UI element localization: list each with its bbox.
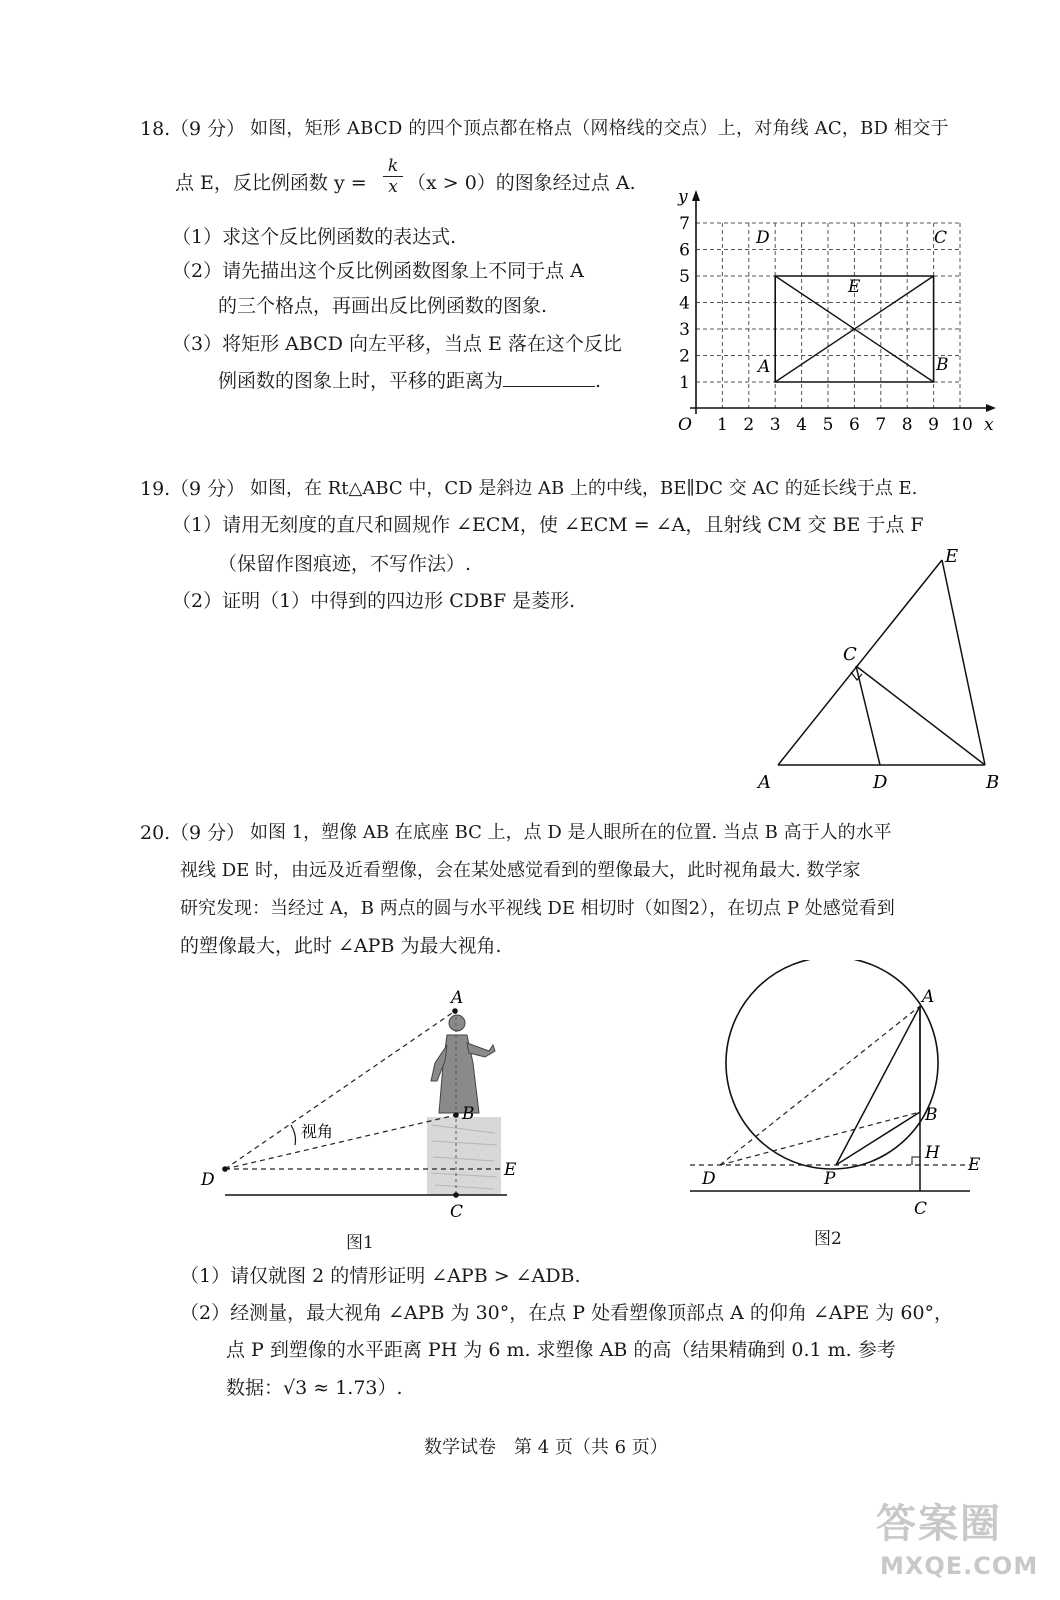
tangent-circle	[726, 960, 938, 1169]
q18-answer-blank	[503, 372, 595, 387]
q18-x-tick: 8	[901, 415, 913, 435]
q20-fig1-label-c: C	[450, 1202, 464, 1222]
q18-y-tick: 2	[679, 346, 690, 367]
q18-grid-figure	[660, 180, 1005, 440]
q20-number: 20.	[140, 822, 171, 844]
q18-frac-numerator: k	[387, 156, 399, 176]
q20-part2-a: （2）经测量，最大视角 ∠APB 为 30°，在点 P 处看塑像顶部点 A 的仰角 ∠APE 为 60°，	[180, 1302, 954, 1324]
q18-label-b: B	[936, 355, 949, 375]
q20-figure2	[680, 960, 1000, 1220]
q20-part2-b: 点 P 到塑像的水平距离 PH 为 6 m. 求塑像 AB 的高（结果精确到 0.1 m. 参考	[226, 1339, 896, 1361]
q20-fig2-caption: 图2	[814, 1229, 842, 1249]
q20-fig2-label-c: C	[914, 1199, 928, 1219]
q20-fig2-label-a: A	[922, 987, 935, 1007]
q18-y-ticks	[679, 214, 690, 393]
q18-grid-lines	[696, 223, 960, 408]
q19-label-e: E	[945, 546, 959, 567]
q18-x-tick: 2	[743, 415, 755, 435]
q19-part1-a: （1）请用无刻度的直尺和圆规作 ∠ECM，使 ∠ECM = ∠A，且射线 CM 交 BE 于点 F	[172, 514, 924, 536]
q20-fig1-label-b: B	[462, 1104, 475, 1124]
q20-fig2-label-e: E	[968, 1155, 981, 1175]
q19-stem: 如图，在 Rt△ABC 中，CD 是斜边 AB 上的中线，BE∥DC 交 AC 的延长线于点 E.	[250, 478, 918, 499]
q19-number: 19.	[140, 478, 171, 500]
q18-x-tick: 6	[848, 415, 860, 435]
q18-x-tick: 1	[716, 415, 728, 435]
q20-fig1-caption: 图1	[346, 1233, 374, 1253]
q19-score: （9 分）	[170, 478, 246, 500]
q19-segment-cb	[856, 666, 985, 765]
segment-pa	[836, 1006, 920, 1165]
q20-fig2-label-b: B	[925, 1105, 938, 1125]
point-b	[453, 1112, 459, 1118]
q18-y-tick: 6	[679, 240, 690, 261]
q18-part3-a: （3）将矩形 ABCD 向左平移，当点 E 落在这个反比	[172, 333, 622, 355]
q20-fig1-label-a: A	[451, 988, 464, 1008]
q18-label-c: C	[934, 228, 948, 248]
q18-part2-a: （2）请先描出这个反比例函数图象上不同于点 A	[172, 260, 584, 282]
q18-x-tick: 9	[928, 415, 940, 435]
q20-stem-line1: 如图 1，塑像 AB 在底座 BC 上，点 D 是人眼所在的位置. 当点 B 高于人的水平	[250, 822, 892, 843]
q18-x-tick: 10	[951, 415, 973, 435]
q18-label-d: D	[756, 228, 770, 248]
q20-part1: （1）请仅就图 2 的情形证明 ∠APB > ∠ADB.	[180, 1265, 581, 1287]
q18-score: （9 分）	[170, 118, 246, 140]
q18-frac-denominator: x	[388, 177, 398, 197]
q20-stem-line3: 研究发现：当经过 A，B 两点的圆与水平视线 DE 相切时（如图2），在切点 P 处感觉看到	[180, 898, 895, 919]
q18-x-ticks	[717, 415, 973, 435]
q20-fig1-label-e: E	[504, 1160, 517, 1180]
q18-stem-line2	[175, 172, 367, 194]
q18-y-tick: 3	[679, 320, 690, 340]
q18-label-a: A	[758, 357, 771, 377]
watermark-logo: 答案圈	[876, 1501, 1002, 1547]
q18-part3-text: 例函数的图象上时，平移的距离为	[218, 370, 504, 392]
q19-segment-be	[942, 560, 985, 765]
q18-x-arrow	[986, 404, 996, 412]
q18-y-tick: 1	[679, 373, 690, 393]
q20-figure1	[195, 985, 525, 1235]
q20-fig2-label-d: D	[702, 1169, 716, 1189]
segment-da	[720, 1006, 920, 1165]
q18-part3-end: .	[595, 370, 602, 392]
watermark-url: MXQE.COM	[880, 1552, 1039, 1580]
point-a	[452, 1008, 458, 1014]
q19-label-d: D	[873, 772, 888, 793]
statue-icon	[431, 1015, 495, 1113]
q19-label-c: C	[843, 644, 857, 665]
sightline-da	[225, 1011, 455, 1169]
q19-right-angle-mark	[851, 672, 862, 680]
q19-label-b: B	[986, 772, 1000, 793]
q20-fig1-label-d: D	[201, 1170, 215, 1190]
q20-fig2-label-p: P	[824, 1169, 836, 1189]
q18-part2-b: 的三个格点，再画出反比例函数的图象.	[218, 295, 548, 317]
point-d	[222, 1166, 228, 1172]
q19-part2: （2）证明（1）中得到的四边形 CDBF 是菱形.	[172, 590, 576, 612]
q18-fraction	[383, 156, 403, 197]
q18-x-tick: 3	[769, 415, 781, 435]
q18-line2-suffix: （x > 0）的图象经过点 A.	[407, 172, 636, 194]
q18-x-tick: 4	[796, 415, 808, 435]
sightline-db	[225, 1115, 456, 1169]
q19-triangle-figure	[740, 540, 1010, 800]
q18-x-tick: 5	[822, 415, 834, 435]
q18-number: 18.	[140, 118, 171, 140]
q18-x-tick: 7	[875, 415, 887, 435]
q19-label-a: A	[758, 772, 771, 793]
q18-y-tick: 4	[679, 293, 690, 314]
q20-part2-c: 数据：√3 ≈ 1.73）.	[226, 1377, 403, 1399]
point-c	[453, 1192, 459, 1198]
q18-y-axis-label: y	[678, 187, 688, 207]
view-angle-arc	[291, 1125, 296, 1145]
segment-db	[720, 1112, 920, 1165]
q18-part1: （1）求这个反比例函数的表达式.	[172, 226, 457, 248]
q18-stem-line1: 如图，矩形 ABCD 的四个顶点都在格点（网格线的交点）上，对角线 AC，BD 相交于	[250, 118, 949, 139]
q18-part3-b	[218, 370, 601, 392]
q20-fig2-label-h: H	[925, 1143, 940, 1163]
right-angle-h	[912, 1157, 920, 1165]
page-footer: 数学试卷 第 4 页（共 6 页）	[424, 1437, 668, 1458]
q20-score: （9 分）	[170, 822, 246, 844]
q18-label-e: E	[848, 277, 861, 297]
q18-x-axis-label: x	[984, 415, 994, 435]
q20-stem-line4: 的塑像最大，此时 ∠APB 为最大视角.	[180, 935, 502, 957]
q18-y-arrow	[692, 190, 700, 201]
q18-y-tick: 7	[679, 214, 690, 234]
q18-line2-prefix: 点 E，反比例函数 y =	[175, 172, 367, 194]
q18-y-tick: 5	[679, 267, 690, 287]
q19-segment-ae	[778, 560, 942, 765]
q20-stem-line2: 视线 DE 时，由远及近看塑像，会在某处感觉看到的塑像最大，此时视角最大. 数学家	[180, 860, 861, 881]
q20-fig1-angle-label: 视角	[301, 1122, 334, 1141]
q18-origin-label: O	[678, 415, 692, 435]
q19-part1-b: （保留作图痕迹，不写作法）.	[218, 553, 472, 575]
